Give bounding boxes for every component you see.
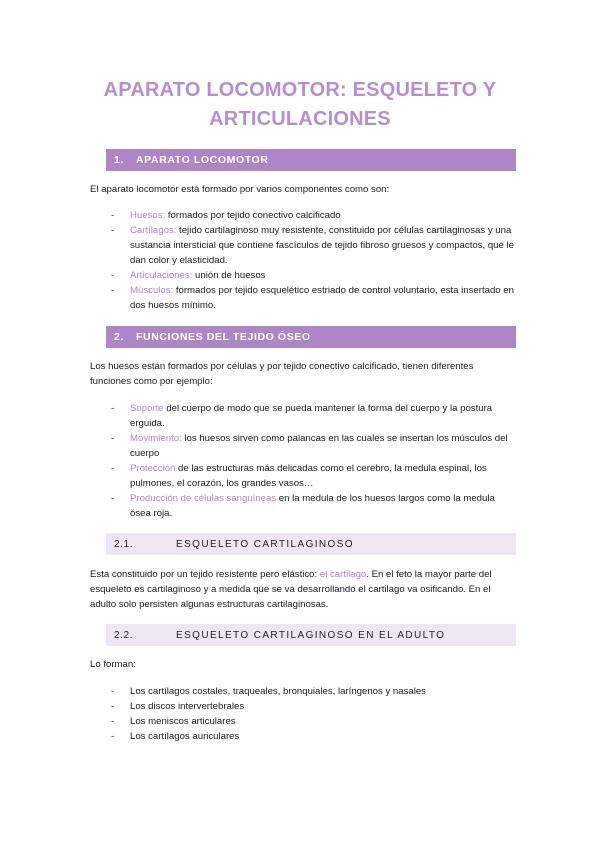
dash-bullet: - (111, 225, 115, 236)
list-item (90, 491, 516, 521)
paragraph-text: . En el feto la mayor parte del esqueleto es cartilaginoso y a medida que se va desarrollando el cartilago va osificando. En el adulto solo persisten algunas estructuras cartilaginosas. (90, 569, 492, 610)
section-2-2-list (90, 684, 516, 744)
list-item (90, 283, 516, 313)
section-1-intro: El aparato locomotor está formado por varios componentes como son: (90, 184, 390, 195)
item-text: Los cartílagos costales, traqueales, bronquiales, laríngenos y nasales (130, 686, 426, 697)
item-text: Los cartílagos auriculares (130, 731, 240, 742)
list-item (90, 699, 516, 714)
subsection-title: ESQUELETO CARTILAGINOSO EN EL ADULTO (176, 629, 446, 641)
term: Músculos: (130, 285, 174, 296)
item-text: de las estructuras más delicadas como el cerebro, la medula espinal, los pulmones, el corazón, los grandes vasos… (130, 463, 487, 489)
list-item (90, 729, 516, 744)
highlighted-term: el cartilago (319, 569, 367, 580)
section-2-1-paragraph (90, 567, 516, 612)
term: Soporte (130, 403, 164, 414)
section-1-list (90, 208, 516, 313)
list-item (90, 431, 516, 461)
subsection-number: 2.2. (114, 629, 134, 641)
term: Cartílagos: (130, 225, 177, 236)
dash-bullet: - (111, 686, 115, 697)
item-text: Los meniscos articulares (130, 716, 236, 727)
section-number: 1. (114, 154, 124, 166)
item-text: los huesos sirven como palancas en las cuales se insertan los músculos del cuerpo (130, 433, 508, 459)
dash-bullet: - (111, 463, 115, 474)
dash-bullet: - (111, 493, 115, 504)
term: Huesos: (130, 210, 166, 221)
dash-bullet: - (111, 403, 115, 414)
list-item (90, 684, 516, 699)
item-text: tejido cartilaginoso muy resistente, constituido por células cartilaginosas y una sustancia intersticial que contiene fascículos de tejido fibroso gruesos y compactos, que le dan color y elasticidad. (130, 225, 514, 266)
item-text: del cuerpo de modo que se pueda mantener la forma del cuerpo y la postura erguida. (130, 403, 493, 429)
subsection-number: 2.1. (114, 538, 134, 550)
dash-bullet: - (111, 716, 115, 727)
title-line-2: ARTICULACIONES (209, 108, 391, 130)
item-text: en la medula de los huesos largos como la medula ósea roja. (130, 493, 495, 519)
dash-bullet: - (111, 731, 115, 742)
paragraph-text: Esta constituido por un tejido resistente pero elástico: (90, 569, 320, 580)
dash-bullet: - (111, 270, 115, 281)
title-line-1: APARATO LOCOMOTOR: ESQUELETO Y (103, 79, 497, 101)
item-text: unión de huesos (192, 270, 266, 281)
subsection-heading-esqueleto-cartilaginoso-adulto (106, 624, 516, 646)
list-item (90, 268, 516, 283)
dash-bullet: - (111, 433, 115, 444)
subsection-heading-esqueleto-cartilaginoso (106, 533, 516, 555)
list-item (90, 714, 516, 729)
section-2-2-intro: Lo forman: (90, 659, 136, 670)
document-title (90, 76, 510, 134)
term: Producción de células sanguíneas (130, 493, 277, 504)
dash-bullet: - (111, 210, 115, 221)
section-number: 2. (114, 331, 124, 343)
section-heading-aparato-locomotor (106, 149, 516, 171)
item-text: formados por tejido conectivo calcificado (165, 210, 341, 221)
term: Movimiento: (130, 433, 182, 444)
term: Protección (130, 463, 176, 474)
section-title: FUNCIONES DEL TEJIDO ÓSEO (136, 331, 311, 343)
section-2-list (90, 401, 516, 521)
list-item (90, 208, 516, 223)
dash-bullet: - (111, 285, 115, 296)
term: Articulaciones: (130, 270, 193, 281)
list-item (90, 223, 516, 268)
section-title: APARATO LOCOMOTOR (136, 154, 269, 166)
item-text: Los discos intervertebrales (130, 701, 245, 712)
subsection-title: ESQUELETO CARTILAGINOSO (176, 538, 354, 550)
list-item (90, 401, 516, 431)
item-text: formados por tejido esquelético estriado de control voluntario, esta insertado en dos huesos mínimo. (130, 285, 514, 311)
list-item (90, 461, 516, 491)
dash-bullet: - (111, 701, 115, 712)
section-2-intro: Los huesos están formados por células y por tejido conectivo calcificado, tienen diferentes funciones como por ejemplo: (90, 361, 474, 387)
section-heading-funciones-tejido-oseo (106, 326, 516, 348)
